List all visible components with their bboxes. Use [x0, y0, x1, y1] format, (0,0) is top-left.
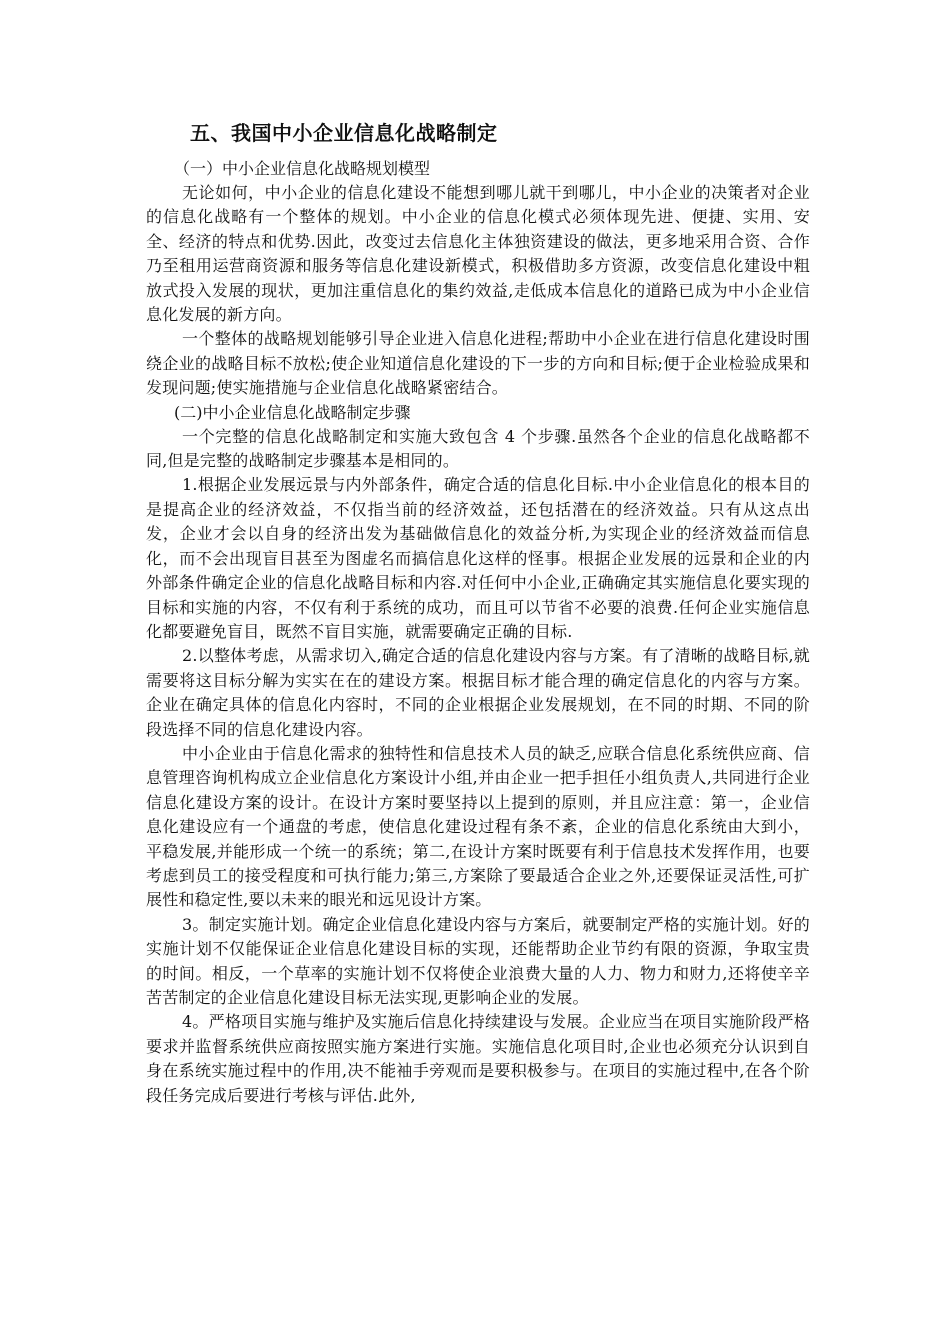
paragraph-6: 中小企业由于信息化需求的独特性和信息技术人员的缺乏,应联合信息化系统供应商、信息管理咨询机构成立企业信息化方案设计小组,并由企业一把手担任小组负责人,共同进行企业信息化建设方案的设计。在设计方案时要坚持以上提到的原则，并且应注意：第一，企业信息化建设应有一个通盘的考虑，使信息化建设过程有条不紊，企业的信息化系统由大到小，平稳发展,并能形成一个统一的系统；第二,在设计方案时既要有利于信息技术发挥作用，也要考虑到员工的接受程度和可执行能力;第三,方案除了要最适合企业之外,还要保证灵活性,可扩展性和稳定性,要以未来的眼光和远见设计方案。 — [146, 743, 810, 910]
paragraph-8: 4。严格项目实施与维护及实施后信息化持续建设与发展。企业应当在项目实施阶段严格要求并监督系统供应商按照实施方案进行实施。实施信息化项目时,企业也必须充分认识到自身在系统实施过程中的作用,决不能袖手旁观而是要积极参与。在项目的实施过程中,在各个阶段任务完成后要进行考核与评估.此外, — [146, 1012, 810, 1105]
paragraph-2: 一个整体的战略规划能够引导企业进入信息化进程;帮助中小企业在进行信息化建设时围绕企业的战略目标不放松;使企业知道信息化建设的下一步的方向和目标;便于企业检验成果和发现问题;使实施措施与企业信息化战略紧密结合。 — [146, 329, 810, 398]
paragraph-1: 无论如何，中小企业的信息化建设不能想到哪儿就干到哪儿，中小企业的决策者对企业的信息化战略有一个整体的规划。中小企业的信息化模式必须体现先进、便捷、实用、安全、经济的特点和优势.因此，改变过去信息化主体独资建设的做法，更多地采用合资、合作乃至租用运营商资源和服务等信息化建设新模式，积极借助多方资源，改变信息化建设中粗放式投入发展的现状，更加注重信息化的集约效益,走低成本信息化的道路已成为中小企业信息化发展的新方向。 — [146, 183, 810, 325]
paragraph-4: 1.根据企业发展远景与内外部条件，确定合适的信息化目标.中小企业信息化的根本目的是提高企业的经济效益，不仅指当前的经济效益，还包括潜在的经济效益。只有从这点出发，企业才会以自身的经济出发为基础做信息化的效益分析,为实现企业的经济效益而信息化，而不会出现盲目甚至为图虚名而搞信息化这样的怪事。根据企业发展的远景和企业的内外部条件确定企业的信息化战略目标和内容.对任何中小企业,正确确定其实施信息化要实现的目标和实施的内容，不仅有利于系统的成功，而且可以节省不必要的浪费.任何企业实施信息化都要避免盲目，既然不盲目实施，就需要确定正确的目标. — [146, 475, 810, 641]
document-page — [146, 119, 810, 1108]
subsection-title-2: (二)中小企业信息化战略制定步骤 — [174, 402, 411, 422]
section-heading: 五、我国中小企业信息化战略制定 — [190, 121, 498, 145]
subsection-title-1: （一）中小企业信息化战略规划模型 — [174, 159, 431, 178]
paragraph-3: 一个完整的信息化战略制定和实施大致包含 4 个步骤.虽然各个企业的信息化战略都不同,但是完整的战略制定步骤基本是相同的。 — [146, 426, 810, 471]
paragraph-7: 3。制定实施计划。确定企业信息化建设内容与方案后，就要制定严格的实施计划。好的实施计划不仅能保证企业信息化建设目标的实现，还能帮助企业节约有限的资源，争取宝贵的时间。相反，一个草率的实施计划不仅将使企业浪费大量的人力、物力和财力,还将使辛辛苦苦制定的企业信息化建设目标无法实现,更影响企业的发展。 — [146, 914, 810, 1007]
paragraph-5: 2.以整体考虑，从需求切入,确定合适的信息化建设内容与方案。有了清晰的战略目标,就需要将这目标分解为实实在在的建设方案。根据目标才能合理的确定信息化的内容与方案。企业在确定具体的信息化内容时，不同的企业根据企业发展规划，在不同的时期、不同的阶段选择不同的信息化建设内容。 — [146, 646, 810, 739]
